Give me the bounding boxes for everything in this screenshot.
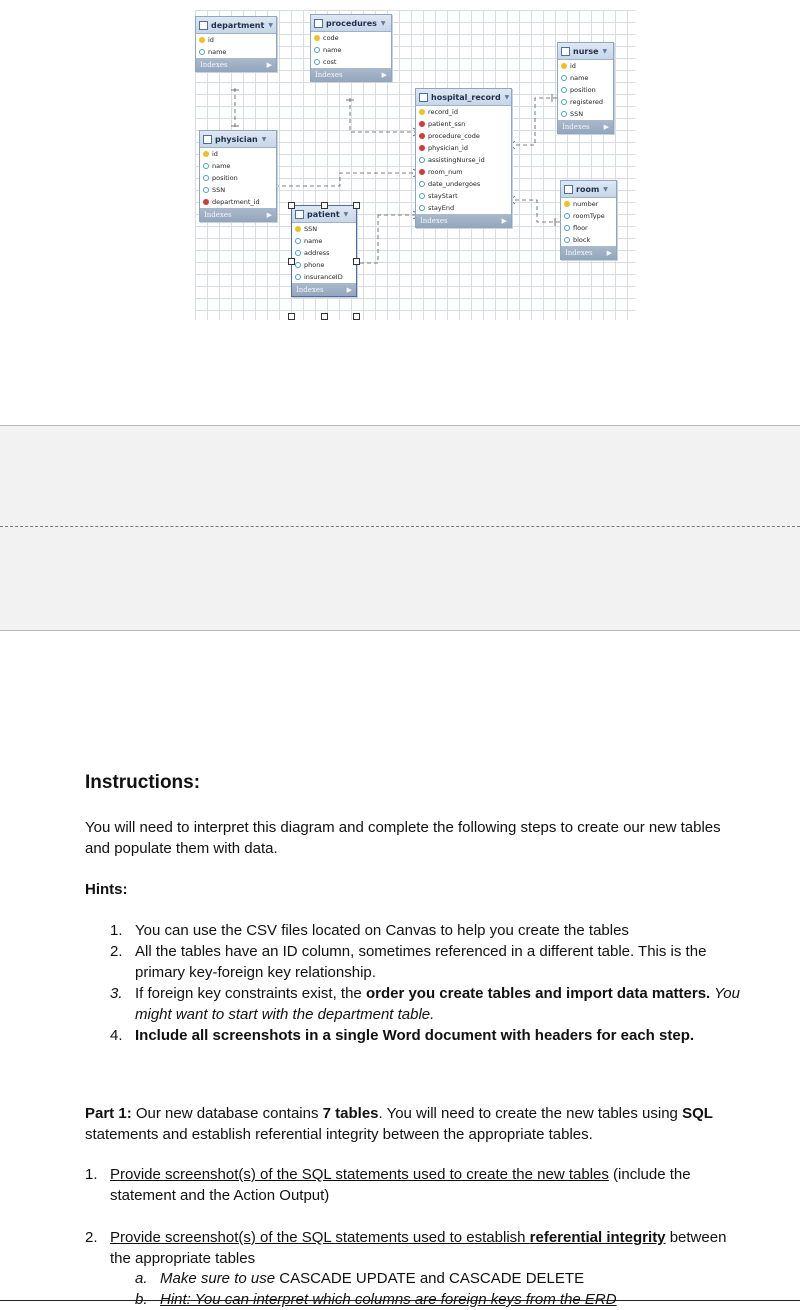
indexes-label: Indexes xyxy=(420,216,448,225)
substep-text: Hint: You can interpret which columns are foreign keys from the ERD xyxy=(160,1291,617,1308)
indexes-label: Indexes xyxy=(562,122,590,131)
part1-text: statements and establish referential integrity between the appropriate tables. xyxy=(85,1126,593,1143)
intro-paragraph: You will need to interpret this diagram and complete the following steps to create our new tables and populate them with data. xyxy=(85,819,721,857)
column-name: number xyxy=(573,200,599,208)
erd-table-department[interactable] xyxy=(195,16,277,72)
foreign-key-icon xyxy=(419,121,425,127)
resize-handle[interactable] xyxy=(288,258,295,265)
erd-table-nurse[interactable] xyxy=(557,42,614,134)
rel-nurse-record xyxy=(510,98,557,145)
substeps-list xyxy=(135,1268,735,1308)
hint-text: If foreign key constraints exist, the xyxy=(135,985,366,1002)
expand-arrow-icon: ▶ xyxy=(266,60,272,69)
column-name: name xyxy=(212,162,231,170)
dropdown-arrow-icon[interactable]: ▼ xyxy=(268,21,273,29)
column-address xyxy=(292,247,356,259)
column-name: physician_id xyxy=(428,144,468,152)
hint-italic-text: You might want to start with the department table. xyxy=(135,985,740,1023)
column-ssn xyxy=(292,223,356,235)
column-number xyxy=(561,198,616,210)
table-header xyxy=(416,89,511,106)
indexes-row[interactable] xyxy=(558,120,613,133)
primary-key-icon xyxy=(199,37,205,43)
part1-label: Part 1: xyxy=(85,1105,132,1122)
part1-text: Our new database contains xyxy=(131,1105,323,1122)
instructions-heading: Instructions: xyxy=(85,772,201,793)
indexes-row[interactable] xyxy=(311,68,391,81)
part1-paragraph xyxy=(85,1103,745,1145)
hint-item xyxy=(110,1025,745,1046)
column-name: assistingNurse_id xyxy=(428,156,485,164)
attribute-icon xyxy=(295,238,301,244)
column-phone xyxy=(292,259,356,271)
column-room-type xyxy=(561,210,616,222)
substep-number: b. xyxy=(135,1291,148,1308)
table-title: physician xyxy=(215,134,258,144)
page-bottom-border xyxy=(0,1300,800,1301)
column-cost xyxy=(311,56,391,68)
column-room-num xyxy=(416,166,511,178)
column-name xyxy=(196,46,276,58)
column-ssn xyxy=(558,108,613,120)
expand-arrow-icon: ▶ xyxy=(606,248,612,257)
column-name xyxy=(558,72,613,84)
column-name: record_id xyxy=(428,108,458,116)
table-title: patient xyxy=(307,209,340,219)
part1-bold-text: SQL xyxy=(682,1105,713,1122)
table-icon xyxy=(199,21,208,30)
table-header xyxy=(200,131,276,148)
indexes-label: Indexes xyxy=(565,248,593,257)
foreign-key-icon xyxy=(203,199,209,205)
column-id xyxy=(558,60,613,72)
resize-handle[interactable] xyxy=(353,258,360,265)
column-name: SSN xyxy=(212,186,226,194)
substep-keyword: CASCADE DELETE xyxy=(449,1270,585,1287)
column-registered xyxy=(558,96,613,108)
column-name: stayStart xyxy=(428,192,458,200)
primary-key-icon xyxy=(561,63,567,69)
part1-text: . You will need to create the new tables using xyxy=(378,1105,683,1122)
column-name: date_undergoes xyxy=(428,180,481,188)
column-department-id xyxy=(200,196,276,208)
erd-table-physician[interactable] xyxy=(199,130,277,222)
rel-patient-record xyxy=(378,215,420,216)
substep-text: Make sure to use xyxy=(160,1270,280,1287)
column-procedure-code xyxy=(416,130,511,142)
page-break-band xyxy=(0,425,800,631)
column-name: cost xyxy=(323,58,337,66)
primary-key-icon xyxy=(203,151,209,157)
expand-arrow-icon: ▶ xyxy=(603,122,609,131)
column-name: id xyxy=(570,62,576,70)
substep-item xyxy=(135,1289,735,1308)
column-block xyxy=(561,234,616,246)
hints-heading: Hints: xyxy=(85,881,128,898)
attribute-icon xyxy=(199,49,205,55)
attribute-icon xyxy=(314,59,320,65)
resize-handle[interactable] xyxy=(288,202,295,209)
column-id xyxy=(200,148,276,160)
table-icon xyxy=(561,47,570,56)
attribute-icon xyxy=(203,187,209,193)
column-floor xyxy=(561,222,616,234)
attribute-icon xyxy=(314,47,320,53)
primary-key-icon xyxy=(564,201,570,207)
indexes-row[interactable] xyxy=(200,208,276,221)
dropdown-arrow-icon[interactable]: ▼ xyxy=(343,210,349,218)
rel-room-record xyxy=(510,200,560,222)
attribute-icon xyxy=(419,157,425,163)
dropdown-arrow-icon[interactable]: ▼ xyxy=(261,135,267,143)
indexes-label: Indexes xyxy=(296,285,324,294)
primary-key-icon xyxy=(314,35,320,41)
attribute-icon xyxy=(561,111,567,117)
expand-arrow-icon: ▶ xyxy=(266,210,272,219)
table-icon xyxy=(203,135,212,144)
foreign-key-icon xyxy=(419,169,425,175)
table-header xyxy=(561,181,616,198)
table-header xyxy=(311,15,391,32)
step-item xyxy=(85,1227,750,1269)
column-position xyxy=(200,172,276,184)
column-name xyxy=(292,235,356,247)
dropdown-arrow-icon[interactable]: ▼ xyxy=(602,47,608,55)
column-name: insuranceID xyxy=(304,273,343,281)
hint-bold-text: order you create tables and import data matters. xyxy=(365,985,711,1002)
dropdown-arrow-icon[interactable]: ▼ xyxy=(603,185,608,193)
erd-table-procedures[interactable] xyxy=(310,14,392,82)
step-text: between the appropriate tables xyxy=(110,1229,727,1267)
attribute-icon xyxy=(561,99,567,105)
substep-item xyxy=(135,1268,735,1289)
primary-key-icon xyxy=(295,226,301,232)
attribute-icon xyxy=(295,250,301,256)
attribute-icon xyxy=(564,225,570,231)
column-name: phone xyxy=(304,261,325,269)
resize-handle[interactable] xyxy=(321,202,328,209)
table-icon xyxy=(419,93,428,102)
erd-table-patient[interactable] xyxy=(291,205,357,297)
step-underlined-text: Provide screenshot(s) of the SQL statements used to create the new tables xyxy=(110,1166,609,1183)
column-name: room_num xyxy=(428,168,463,176)
column-name: name xyxy=(323,46,342,54)
attribute-icon xyxy=(564,237,570,243)
attribute-icon xyxy=(419,193,425,199)
column-name: roomType xyxy=(573,212,605,220)
page-break-divider xyxy=(0,526,800,527)
part1-bold-text: 7 tables xyxy=(322,1105,379,1122)
attribute-icon xyxy=(203,163,209,169)
foreign-key-icon xyxy=(419,145,425,151)
column-ssn xyxy=(200,184,276,196)
indexes-row[interactable] xyxy=(416,214,511,227)
indexes-row[interactable] xyxy=(292,283,356,296)
attribute-icon xyxy=(419,181,425,187)
column-stay-end xyxy=(416,202,511,214)
step-number: 1. xyxy=(85,1166,98,1183)
hint-number: 4. xyxy=(110,1027,123,1044)
column-record-id xyxy=(416,106,511,118)
primary-key-icon xyxy=(419,109,425,115)
column-insurance-id xyxy=(292,271,356,283)
table-icon xyxy=(564,185,573,194)
column-name: SSN xyxy=(304,225,318,233)
attribute-icon xyxy=(561,87,567,93)
step-bold-underlined-text: referential integrity xyxy=(529,1229,666,1246)
column-name: id xyxy=(212,150,218,158)
column-name: floor xyxy=(573,224,588,232)
erd-table-room[interactable] xyxy=(560,180,617,260)
indexes-label: Indexes xyxy=(200,60,228,69)
table-title: nurse xyxy=(573,46,599,56)
column-name: id xyxy=(208,36,214,44)
hint-bold-text: Include all screenshots in a single Word document with headers for each step. xyxy=(135,1027,695,1044)
column-physician-id xyxy=(416,142,511,154)
substep-number: a. xyxy=(135,1270,148,1287)
resize-handle[interactable] xyxy=(353,202,360,209)
column-position xyxy=(558,84,613,96)
column-name: address xyxy=(304,249,330,257)
part1-steps-list xyxy=(85,1164,750,1269)
column-date-undergoes xyxy=(416,178,511,190)
hint-item xyxy=(110,941,745,983)
hint-number: 1. xyxy=(110,922,123,939)
resize-handle[interactable] xyxy=(288,313,295,320)
table-header xyxy=(558,43,613,60)
attribute-icon xyxy=(419,205,425,211)
attribute-icon xyxy=(295,262,301,268)
hint-number: 2. xyxy=(110,943,123,960)
table-icon xyxy=(314,19,323,28)
indexes-label: Indexes xyxy=(315,70,343,79)
erd-table-hospital-record[interactable] xyxy=(415,88,512,228)
dropdown-arrow-icon[interactable]: ▼ xyxy=(504,93,510,101)
step-number: 2. xyxy=(85,1229,98,1246)
table-title: department xyxy=(211,20,265,30)
column-name xyxy=(311,44,391,56)
column-stay-start xyxy=(416,190,511,202)
column-name: code xyxy=(323,34,339,42)
column-assisting-nurse-id xyxy=(416,154,511,166)
hint-text: All the tables have an ID column, sometimes referenced in a different table. This is the primary key-foreign key relationship. xyxy=(135,943,707,981)
indexes-row[interactable] xyxy=(561,246,616,259)
hints-list xyxy=(110,920,745,1046)
hint-item xyxy=(110,983,745,1025)
foreign-key-icon xyxy=(419,133,425,139)
attribute-icon xyxy=(564,213,570,219)
column-name: name xyxy=(208,48,227,56)
column-name: stayEnd xyxy=(428,204,455,212)
expand-arrow-icon: ▶ xyxy=(346,285,352,294)
hint-number: 3. xyxy=(110,985,123,1002)
indexes-label: Indexes xyxy=(204,210,232,219)
rel-procedures-record xyxy=(350,98,420,132)
column-name: position xyxy=(212,174,238,182)
attribute-icon xyxy=(295,274,301,280)
column-name xyxy=(200,160,276,172)
table-icon xyxy=(295,210,304,219)
table-header xyxy=(196,17,276,34)
column-name: position xyxy=(570,86,596,94)
table-title: hospital_record xyxy=(431,92,501,102)
column-name: SSN xyxy=(570,110,584,118)
substep-keyword: CASCADE UPDATE xyxy=(279,1270,416,1287)
column-code xyxy=(311,32,391,44)
expand-arrow-icon: ▶ xyxy=(381,70,387,79)
column-id xyxy=(196,34,276,46)
expand-arrow-icon: ▶ xyxy=(501,216,507,225)
column-name: block xyxy=(573,236,591,244)
resize-handle[interactable] xyxy=(353,313,360,320)
attribute-icon xyxy=(561,75,567,81)
rel-patient-side xyxy=(360,216,378,263)
indexes-row[interactable] xyxy=(196,58,276,71)
column-name: department_id xyxy=(212,198,260,206)
step-underlined-text: Provide screenshot(s) of the SQL statements used to establish xyxy=(110,1229,530,1246)
column-patient-ssn xyxy=(416,118,511,130)
rel-physician-record xyxy=(275,173,420,186)
table-title: procedures xyxy=(326,18,377,28)
column-name: procedure_code xyxy=(428,132,480,140)
erd-diagram xyxy=(195,10,635,320)
hint-text: You can use the CSV files located on Canvas to help you create the tables xyxy=(135,922,629,939)
column-name: registered xyxy=(570,98,604,106)
column-name: name xyxy=(570,74,589,82)
attribute-icon xyxy=(203,175,209,181)
hint-item xyxy=(110,920,745,941)
table-title: room xyxy=(576,184,600,194)
dropdown-arrow-icon[interactable]: ▼ xyxy=(380,19,386,27)
substep-text: and xyxy=(415,1270,450,1287)
column-name: patient_ssn xyxy=(428,120,466,128)
step-item xyxy=(85,1164,750,1206)
step-text: (include the statement and the Action Output) xyxy=(110,1166,691,1204)
resize-handle[interactable] xyxy=(321,313,328,320)
column-name: name xyxy=(304,237,323,245)
